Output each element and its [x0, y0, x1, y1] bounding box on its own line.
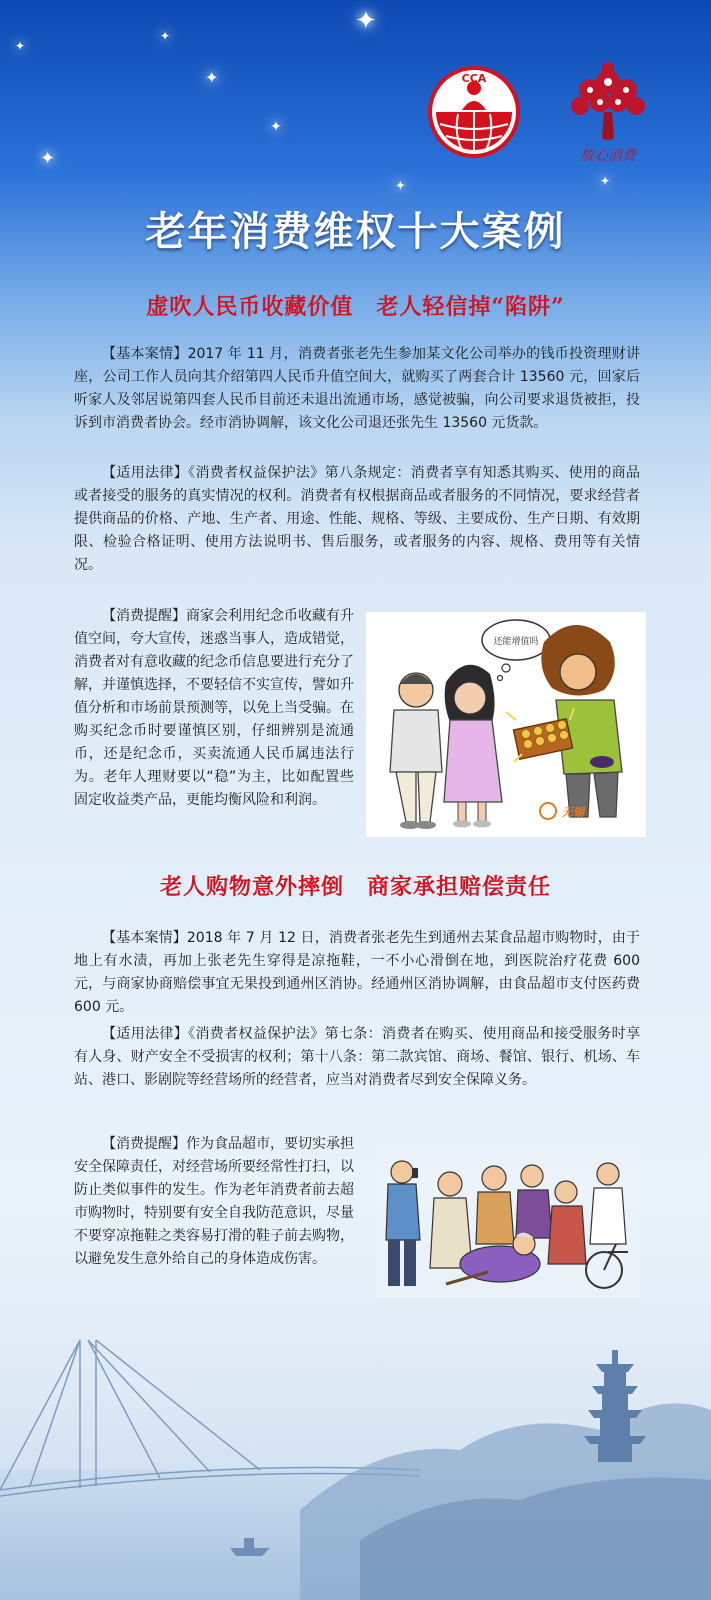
cityscape-background — [0, 1320, 711, 1600]
sparkle-decoration: ✦ — [15, 39, 26, 53]
case-1-illustration — [366, 612, 646, 837]
case-1-title: 虚吹人民币收藏价值 老人轻信掉“陷阱” — [146, 294, 565, 320]
case-1-basic-facts: 【基本案情】2017 年 11 月，消费者张老先生参加某文化公司举办的钱币投资理财讲座，公司工作人员向其介绍第四人民币升值空间大，就购买了两套合计 13560 元，回家后听家人及邻居说第四套人民币目前还未退出流通市场，感觉被骗，向公司要求退货被拒，投诉到市消费者协会。经市消协调解，该文化公司退还张先生 13560 元货款。 — [74, 346, 640, 431]
tree-logo — [562, 60, 654, 170]
sparkle-decoration: ✦ — [600, 174, 611, 188]
case-2-title: 老人购物意外摔倒 商家承担赔偿责任 — [159, 874, 551, 900]
sparkle-decoration: ✦ — [40, 148, 56, 169]
case-2-consumer-tip: 【消费提醒】作为食品超市，要切实承担安全保障责任，对经营场所要经常性打扫，以防止类似事件的发生。作为老年消费者前去超市购物时，特别要有安全自我防范意识，尽量不要穿凉拖鞋之类容易打滑的鞋子前去购物，以避免发生意外给自己的身体造成伤害。 — [74, 1136, 354, 1267]
sparkle-decoration: ✦ — [205, 68, 219, 87]
speech-bubble-text: 还能增值吗 — [493, 637, 539, 647]
case-2-applicable-law: 【适用法律】《消费者权益保护法》第七条：消费者在购买、使用商品和接受服务时享有人身、财产安全不受损害的权利；第十八条：第二款宾馆、商场、餐馆、银行、机场、车站、港口、影剧院等经营场所的经营者，应当对消费者尽到安全保障义务。 — [74, 1026, 640, 1088]
logo-text: CCA — [461, 72, 487, 85]
page-title: 老年消费维权十大案例 — [145, 209, 566, 255]
case-1-applicable-law: 【适用法律】《消费者权益保护法》第八条规定：消费者享有知悉其购买、使用的商品或者接受的服务的真实情况的权利。消费者有权根据商品或者服务的不同情况，要求经营者提供商品的价格、产地、生产者、用途、性能、规格、等级、主要成份、生产日期、有效期限、检验合格证明、使用方法说明书、售后服务，或者服务的内容、规格、费用等有关情况。 — [74, 465, 640, 573]
consumer-council-logo — [426, 64, 522, 160]
case-2-basic-facts: 【基本案情】2018 年 7 月 12 日，消费者张老先生到通州去某食品超市购物时，由于地上有水渍，再加上张老先生穿得是凉拖鞋，一不小心滑倒在地，到医院治疗花费 600 元，与商家协商赔偿事宜无果投到通州区消协。经通州区消协调解，由食品超市支付医药费 600 元。 — [74, 930, 640, 1015]
tree-logo-caption: 放心消费 — [580, 148, 636, 164]
sparkle-decoration: ✦ — [270, 119, 282, 135]
case-1-consumer-tip: 【消费提醒】商家会利用纪念币收藏有升值空间，夸大宣传，迷惑当事人，造成错觉，消费者对有意收藏的纪念币信息要进行充分了解，并谨慎选择，不要轻信不实宣传，譬如升值分析和市场前景预测等，以免上当受骗。在购买纪念币时要谨慎区别，仔细辨别是流通币，还是纪念币，买卖流通人民币属违法行为。老年人理财要以“稳”为主，比如配置些固定收益类产品，更能均衡风险和利润。 — [74, 608, 354, 808]
sparkle-decoration: ✦ — [355, 6, 377, 36]
sparkle-decoration: ✦ — [395, 179, 406, 194]
sparkle-decoration: ✦ — [160, 29, 171, 43]
case-2-illustration — [376, 1148, 640, 1298]
watermark-text: 无锡 — [562, 806, 584, 819]
